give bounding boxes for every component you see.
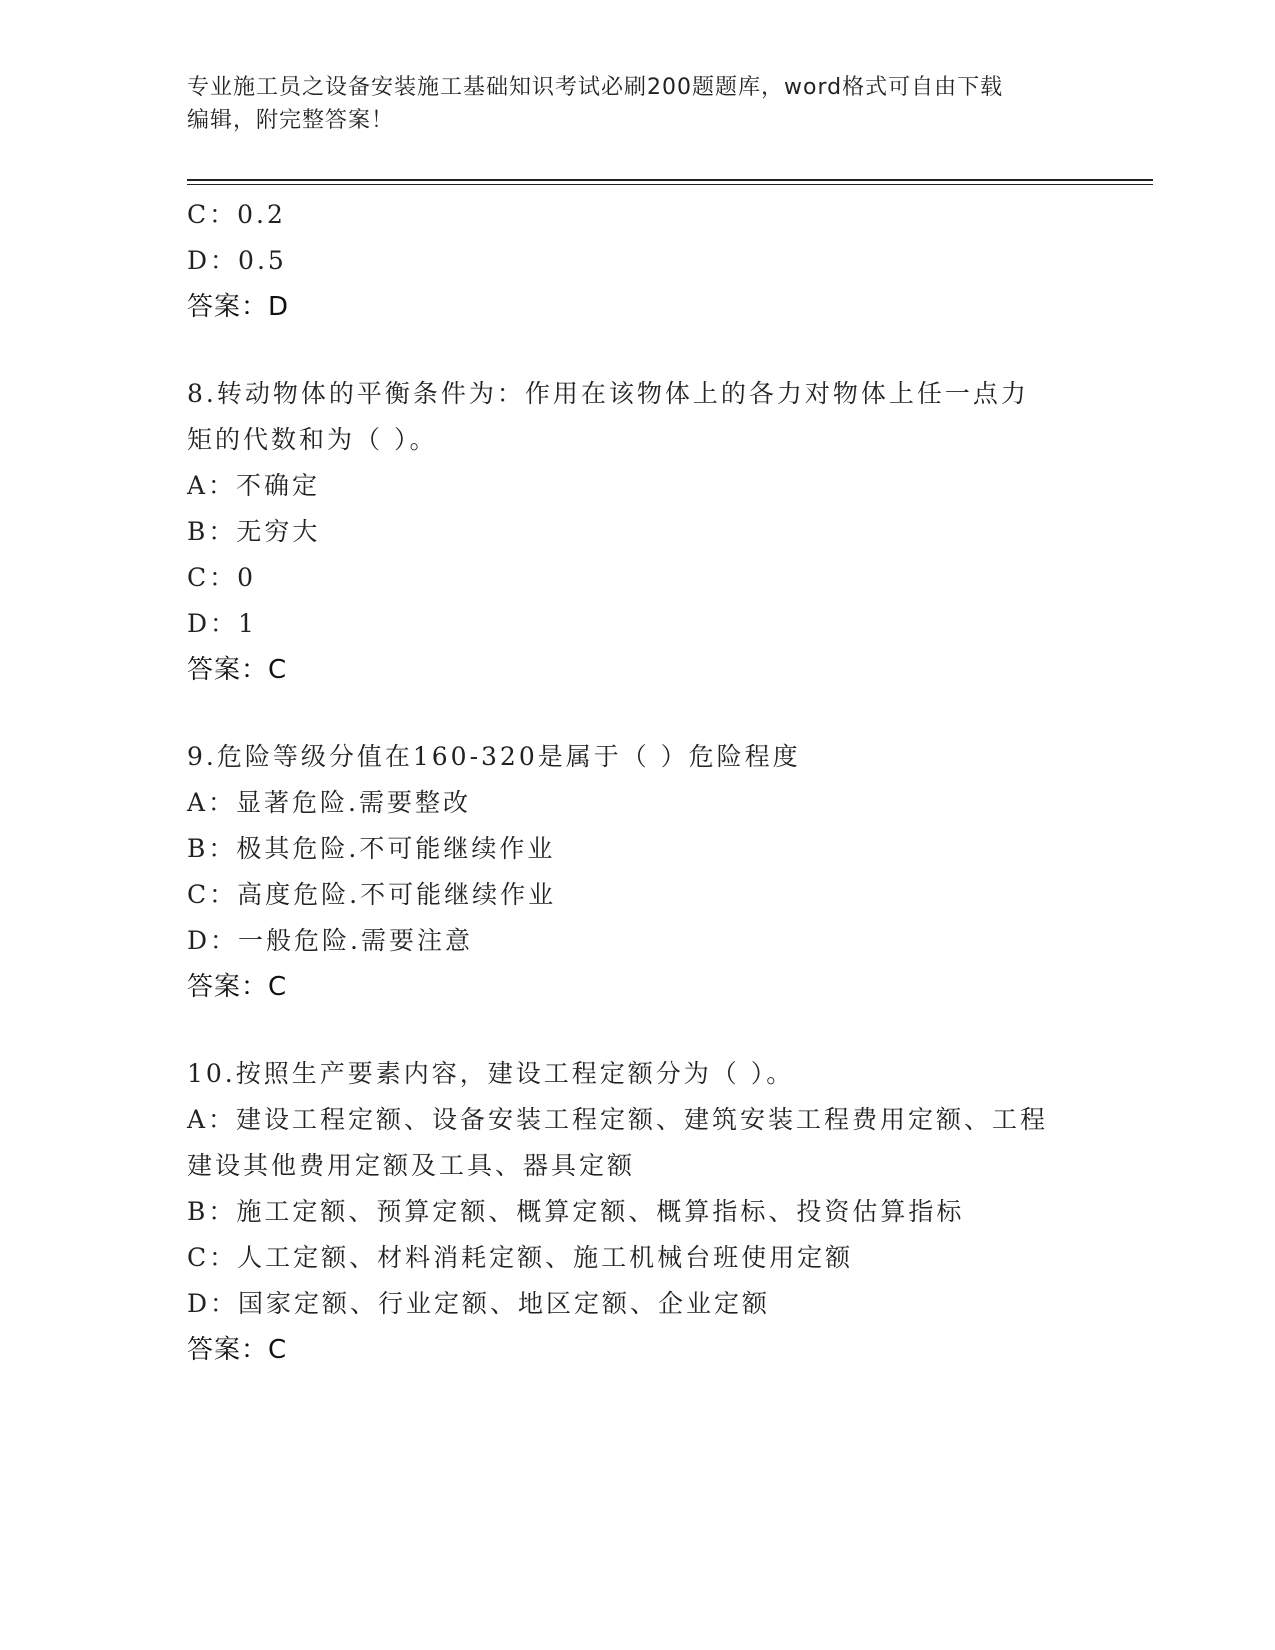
question-stem: 9.危险等级分值在160-320是属于（ ）危险程度 — [187, 742, 801, 771]
option-d: D：一般危险.需要注意 — [187, 926, 473, 955]
spacer — [187, 330, 1087, 371]
question-7-continued — [187, 192, 1087, 330]
question-9 — [187, 734, 1087, 1010]
option-c: C：人工定额、材料消耗定额、施工机械台班使用定额 — [187, 1243, 854, 1272]
option-a: A：不确定 — [187, 471, 321, 500]
question-list — [187, 192, 1087, 1373]
option-a-line-2: 建设其他费用定额及工具、器具定额 — [187, 1151, 636, 1180]
question-stem-line-1: 8.转动物体的平衡条件为：作用在该物体上的各力对物体上任一点力 — [187, 379, 1029, 408]
question-stem-line-2: 矩的代数和为（ ）。 — [187, 425, 438, 454]
option-b: B：无穷大 — [187, 517, 321, 546]
option-d: D：1 — [187, 609, 257, 638]
document-header — [187, 71, 1067, 137]
option-b: B：施工定额、预算定额、概算定额、概算指标、投资估算指标 — [187, 1197, 965, 1226]
answer-line: 答案：C — [187, 972, 288, 1002]
header-divider-thick — [187, 179, 1153, 181]
question-stem: 10.按照生产要素内容，建设工程定额分为（ ）。 — [187, 1059, 795, 1088]
answer-line: 答案：C — [187, 1335, 288, 1365]
question-10 — [187, 1051, 1087, 1373]
question-8 — [187, 371, 1087, 693]
option-c: C：0 — [187, 563, 257, 592]
option-c: C：0.2 — [187, 200, 286, 229]
header-divider-thin — [187, 184, 1153, 185]
answer-line: 答案：D — [187, 292, 290, 322]
option-d: D：0.5 — [187, 246, 287, 275]
option-b: B：极其危险.不可能继续作业 — [187, 834, 556, 863]
option-a-line-1: A：建设工程定额、设备安装工程定额、建筑安装工程费用定额、工程 — [187, 1105, 1049, 1134]
header-title-line-1: 专业施工员之设备安装施工基础知识考试必刷200题题库，word格式可自由下载 — [187, 75, 1004, 100]
option-d: D：国家定额、行业定额、地区定额、企业定额 — [187, 1289, 771, 1318]
answer-line: 答案：C — [187, 655, 288, 685]
spacer — [187, 693, 1087, 734]
spacer — [187, 1010, 1087, 1051]
option-a: A：显著危险.需要整改 — [187, 788, 472, 817]
option-c: C：高度危险.不可能继续作业 — [187, 880, 557, 909]
header-title-line-2: 编辑，附完整答案！ — [187, 108, 395, 133]
